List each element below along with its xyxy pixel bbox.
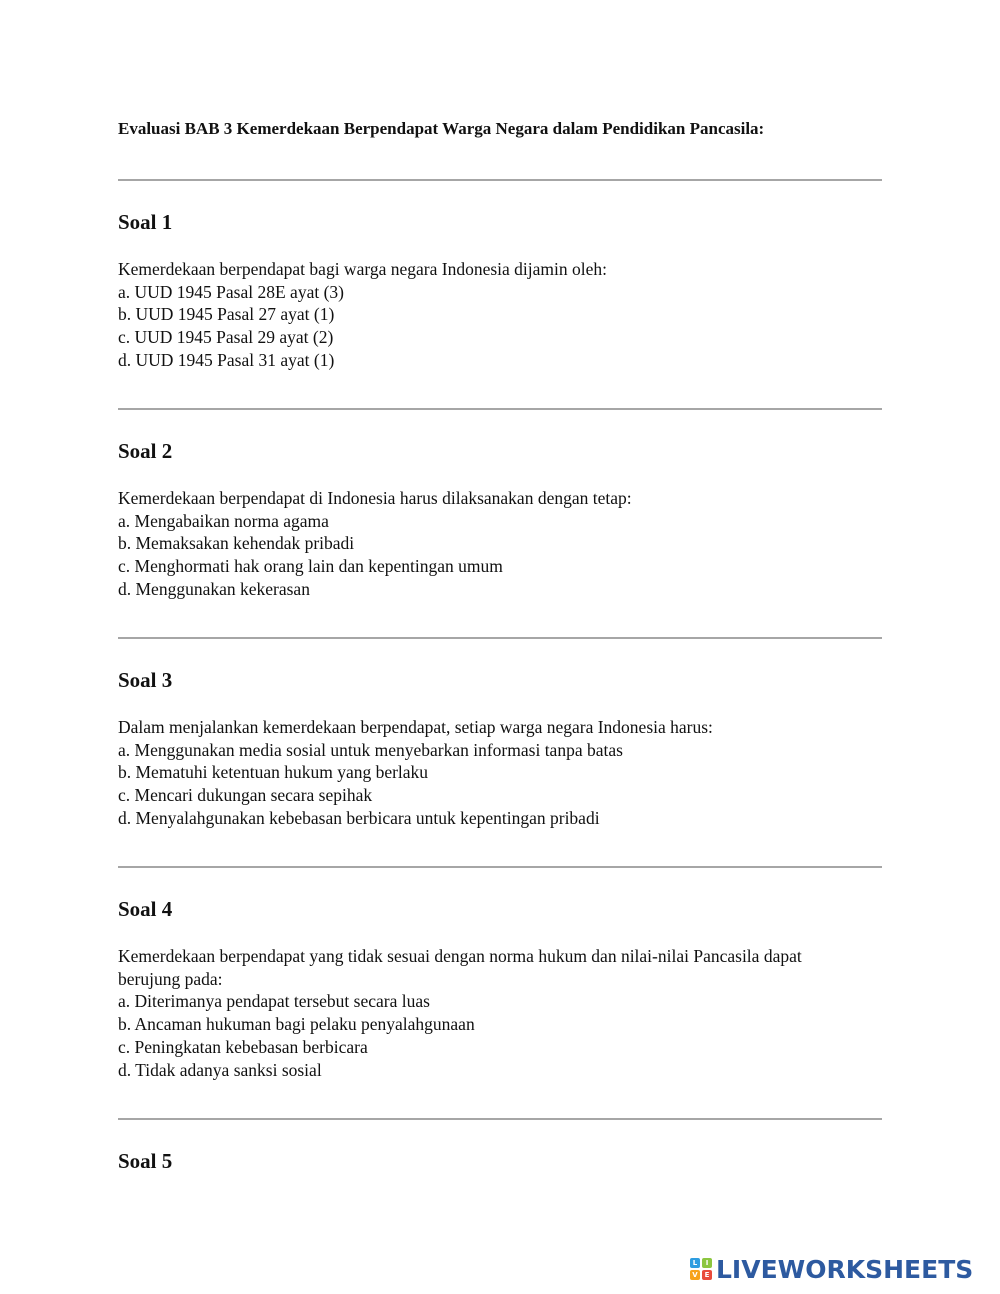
question-block <box>118 258 858 372</box>
divider <box>118 1118 882 1120</box>
logo-tile: I <box>702 1258 712 1268</box>
question-heading: Soal 3 <box>118 668 173 692</box>
question-text: Kemerdekaan berpendapat bagi warga negara Indonesia dijamin oleh: <box>118 259 607 279</box>
answer-option: c. Peningkatan kebebasan berbicara <box>118 1036 368 1057</box>
logo-tile: E <box>702 1270 712 1280</box>
question-text: Kemerdekaan berpendapat di Indonesia harus dilaksanakan dengan tetap: <box>118 488 632 508</box>
page-title: Evaluasi BAB 3 Kemerdekaan Berpendapat Warga Negara dalam Pendidikan Pancasila: <box>118 119 765 138</box>
answer-option: c. Mencari dukungan secara sepihak <box>118 785 373 806</box>
question-text: Kemerdekaan berpendapat yang tidak sesuai dengan norma hukum dan nilai-nilai Pancasila dapat berujung pada: <box>118 946 802 989</box>
logo-tile: V <box>690 1270 700 1280</box>
answer-option: c. UUD 1945 Pasal 29 ayat (2) <box>118 327 334 348</box>
answer-option: b. Ancaman hukuman bagi pelaku penyalahgunaan <box>118 1014 475 1035</box>
divider <box>118 866 882 868</box>
answer-option: b. UUD 1945 Pasal 27 ayat (1) <box>118 304 335 325</box>
answer-option: b. Mematuhi ketentuan hukum yang berlaku <box>118 762 429 783</box>
question-heading: Soal 4 <box>118 897 173 921</box>
answer-option: d. Tidak adanya sanksi sosial <box>118 1059 322 1080</box>
answer-option: c. Menghormati hak orang lain dan kepentingan umum <box>118 556 503 577</box>
question-heading: Soal 5 <box>118 1149 173 1173</box>
answer-option: d. Menggunakan kekerasan <box>118 578 310 599</box>
answer-option: d. Menyalahgunakan kebebasan berbicara untuk kepentingan pribadi <box>118 807 600 828</box>
answer-option: d. UUD 1945 Pasal 31 ayat (1) <box>118 349 335 370</box>
question-block <box>118 945 858 1081</box>
question-text: Dalam menjalankan kemerdekaan berpendapat, setiap warga negara Indonesia harus: <box>118 717 713 737</box>
answer-option: b. Memaksakan kehendak pribadi <box>118 533 355 554</box>
divider <box>118 637 882 639</box>
answer-option: a. Menggunakan media sosial untuk menyebarkan informasi tanpa batas <box>118 739 623 760</box>
question-block <box>118 716 858 830</box>
answer-option: a. UUD 1945 Pasal 28E ayat (3) <box>118 281 344 302</box>
answer-option: a. Mengabaikan norma agama <box>118 510 329 531</box>
question-block <box>118 487 858 601</box>
logo-tile: L <box>690 1258 700 1268</box>
brand-name: LIVEWORKSHEETS <box>716 1254 974 1284</box>
brand-logo-icon <box>690 1258 712 1280</box>
answer-option: a. Diterimanya pendapat tersebut secara luas <box>118 991 430 1012</box>
divider <box>118 179 882 181</box>
question-heading: Soal 2 <box>118 439 173 463</box>
liveworksheets-logo <box>690 1254 973 1284</box>
question-heading: Soal 1 <box>118 210 173 234</box>
divider <box>118 408 882 410</box>
